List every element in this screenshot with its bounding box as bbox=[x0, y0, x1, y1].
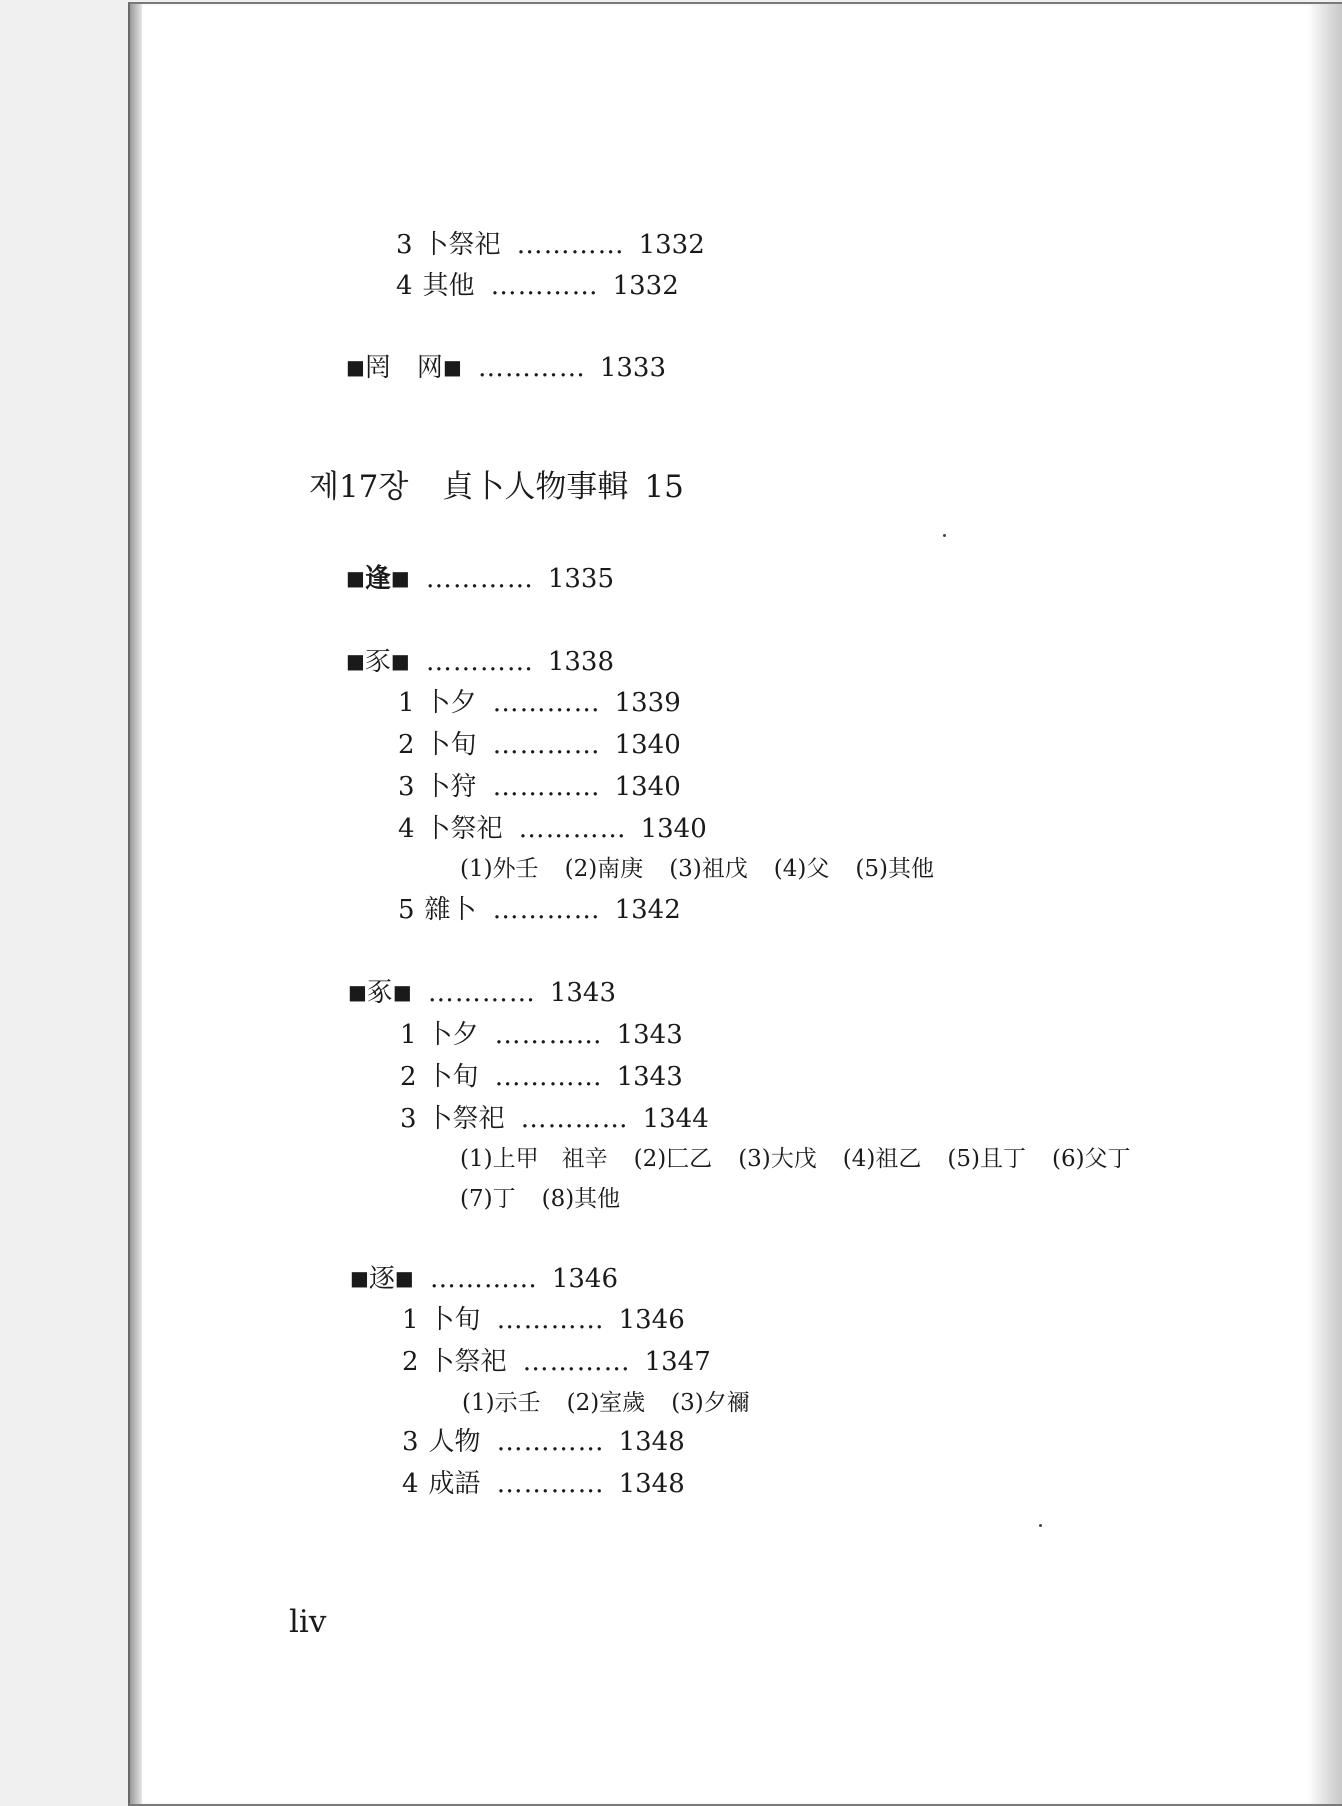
entry-title: 其他 bbox=[422, 271, 475, 301]
subitem[interactable]: (8)其他 bbox=[541, 1186, 621, 1212]
toc-entry[interactable] bbox=[398, 812, 707, 846]
page-number: liv bbox=[289, 1604, 327, 1640]
entry-page: 1347 bbox=[644, 1347, 711, 1377]
toc-heading[interactable] bbox=[346, 350, 666, 385]
entry-number: 2 bbox=[402, 1347, 419, 1377]
entry-number: 1 bbox=[400, 1020, 417, 1050]
chapter-title: 貞卜人物事輯 bbox=[442, 469, 629, 505]
heading-page: 1335 bbox=[547, 564, 614, 594]
leader-dots: ………… bbox=[492, 895, 601, 925]
entry-page: 1339 bbox=[614, 688, 681, 718]
entry-title: 成語 bbox=[428, 1469, 481, 1499]
subitem[interactable]: (4)父 bbox=[773, 856, 830, 882]
scan-speck bbox=[1039, 1524, 1042, 1527]
entry-title: 雜卜 bbox=[424, 895, 477, 925]
entry-number: 1 bbox=[398, 688, 415, 718]
toc-entry[interactable] bbox=[402, 1467, 685, 1501]
leader-dots: ………… bbox=[496, 1469, 605, 1499]
subitem[interactable]: (4)祖乙 bbox=[842, 1146, 922, 1172]
leader-dots: ………… bbox=[425, 564, 534, 594]
subitem[interactable]: (5)且丁 bbox=[947, 1146, 1026, 1172]
entry-page: 1348 bbox=[618, 1469, 685, 1499]
leader-dots: ………… bbox=[492, 730, 601, 760]
heading-name: 网 bbox=[416, 353, 443, 383]
subitem[interactable]: (6)父丁 bbox=[1051, 1146, 1131, 1172]
leader-dots: ………… bbox=[425, 647, 534, 677]
entry-title: 卜狩 bbox=[424, 772, 477, 802]
entry-page: 1348 bbox=[618, 1427, 685, 1457]
heading-page: 1338 bbox=[547, 647, 614, 677]
toc-entry[interactable] bbox=[396, 228, 705, 262]
heading-name: 罔 bbox=[364, 353, 391, 383]
square-bullet-icon: ■ bbox=[390, 566, 410, 590]
entry-title: 卜夕 bbox=[426, 1020, 479, 1050]
heading-name: 豕 bbox=[364, 647, 391, 677]
entry-page: 1340 bbox=[614, 772, 681, 802]
leader-dots: ………… bbox=[492, 772, 601, 802]
subitem[interactable]: (1)外壬 bbox=[460, 856, 539, 882]
square-bullet-icon: ■ bbox=[390, 649, 410, 673]
subitem[interactable]: (1)示壬 bbox=[462, 1390, 541, 1416]
toc-entry[interactable] bbox=[402, 1425, 685, 1459]
entry-page: 1343 bbox=[616, 1062, 683, 1092]
entry-title: 卜夕 bbox=[424, 688, 477, 718]
entry-title: 人物 bbox=[428, 1427, 481, 1457]
heading-name: 逢 bbox=[364, 564, 391, 594]
entry-page: 1340 bbox=[614, 730, 681, 760]
leader-dots: ………… bbox=[427, 978, 536, 1008]
leader-dots: ………… bbox=[496, 1305, 605, 1335]
page-spine-shadow bbox=[130, 4, 142, 1804]
entry-number: 4 bbox=[396, 271, 413, 301]
entry-number: 3 bbox=[400, 1104, 417, 1134]
heading-name: 逐 bbox=[368, 1264, 395, 1294]
toc-entry[interactable] bbox=[400, 1060, 683, 1094]
heading-page: 1346 bbox=[551, 1264, 618, 1294]
square-bullet-icon: ■ bbox=[346, 355, 365, 379]
entry-number: 3 bbox=[396, 230, 413, 260]
toc-heading[interactable] bbox=[350, 1261, 618, 1296]
entry-title: 卜旬 bbox=[424, 730, 477, 760]
square-bullet-icon: ■ bbox=[394, 1266, 414, 1290]
entry-title: 卜旬 bbox=[426, 1062, 479, 1092]
subitem[interactable]: (7)丁 bbox=[460, 1186, 516, 1212]
toc-entry[interactable] bbox=[398, 686, 681, 720]
page-edge-shadow bbox=[1308, 4, 1342, 1804]
toc-entry[interactable] bbox=[402, 1345, 711, 1379]
entry-number: 2 bbox=[400, 1062, 417, 1092]
chapter-page: 15 bbox=[644, 469, 684, 505]
entry-page: 1343 bbox=[616, 1020, 683, 1050]
toc-heading[interactable] bbox=[346, 644, 614, 679]
square-bullet-icon: ■ bbox=[392, 980, 412, 1004]
entry-number: 5 bbox=[398, 895, 415, 925]
square-bullet-icon: ■ bbox=[348, 980, 367, 1004]
toc-entry[interactable] bbox=[398, 770, 681, 804]
leader-dots: ………… bbox=[496, 1427, 605, 1457]
toc-entry[interactable] bbox=[396, 269, 679, 303]
subitem[interactable]: (2)匚乙 bbox=[633, 1146, 713, 1172]
leader-dots: ………… bbox=[518, 814, 627, 844]
entry-title: 卜祭祀 bbox=[422, 230, 501, 260]
entry-number: 1 bbox=[402, 1305, 419, 1335]
square-bullet-icon: ■ bbox=[350, 1266, 369, 1290]
chapter-heading[interactable] bbox=[309, 467, 684, 507]
entry-page: 1332 bbox=[638, 230, 705, 260]
scan-speck bbox=[943, 534, 946, 537]
book-page bbox=[128, 2, 1342, 1806]
leader-dots: ………… bbox=[494, 1062, 603, 1092]
subitem[interactable]: (2)室歲 bbox=[566, 1390, 646, 1416]
leader-dots: ………… bbox=[494, 1020, 603, 1050]
entry-number: 4 bbox=[402, 1469, 419, 1499]
heading-page: 1333 bbox=[599, 353, 667, 383]
subitem[interactable]: (3)祖戊 bbox=[669, 856, 748, 882]
subitem[interactable]: (3)大戊 bbox=[738, 1146, 817, 1172]
leader-dots: ………… bbox=[520, 1104, 629, 1134]
subitem[interactable]: (5)其他 bbox=[855, 856, 934, 882]
toc-entry[interactable] bbox=[402, 1303, 685, 1337]
subitem[interactable]: (2)南庚 bbox=[564, 856, 644, 882]
heading-page: 1343 bbox=[549, 978, 616, 1008]
entry-number: 2 bbox=[398, 730, 415, 760]
heading-name: 豖 bbox=[366, 978, 393, 1008]
entry-page: 1340 bbox=[640, 814, 707, 844]
entry-page: 1346 bbox=[618, 1305, 685, 1335]
entry-number: 3 bbox=[402, 1427, 419, 1457]
toc-entry[interactable] bbox=[400, 1102, 709, 1136]
toc-subitems bbox=[460, 1182, 646, 1216]
entry-title: 卜祭祀 bbox=[426, 1104, 505, 1134]
leader-dots: ………… bbox=[477, 353, 586, 383]
entry-title: 卜祭祀 bbox=[424, 814, 503, 844]
toc-subitems bbox=[460, 852, 960, 886]
square-bullet-icon: ■ bbox=[346, 649, 365, 673]
leader-dots: ………… bbox=[429, 1264, 538, 1294]
toc-heading[interactable] bbox=[348, 975, 616, 1010]
entry-number: 3 bbox=[398, 772, 415, 802]
square-bullet-icon: ■ bbox=[346, 566, 365, 590]
square-bullet-icon: ■ bbox=[442, 355, 462, 379]
leader-dots: ………… bbox=[516, 230, 625, 260]
entry-page: 1332 bbox=[612, 271, 679, 301]
toc-subitems bbox=[462, 1386, 776, 1420]
entry-title: 卜祭祀 bbox=[428, 1347, 507, 1377]
leader-dots: ………… bbox=[490, 271, 599, 301]
toc-heading[interactable] bbox=[346, 561, 614, 596]
leader-dots: ………… bbox=[492, 688, 601, 718]
toc-entry[interactable] bbox=[398, 893, 681, 927]
entry-page: 1344 bbox=[642, 1104, 709, 1134]
subitem[interactable]: (1)上甲 祖辛 bbox=[460, 1146, 608, 1172]
chapter-label: 제17장 bbox=[309, 469, 409, 505]
toc-subitems bbox=[460, 1142, 1157, 1176]
entry-page: 1342 bbox=[614, 895, 681, 925]
toc-entry[interactable] bbox=[400, 1018, 683, 1052]
toc-entry[interactable] bbox=[398, 728, 681, 762]
leader-dots: ………… bbox=[522, 1347, 631, 1377]
entry-title: 卜旬 bbox=[428, 1305, 481, 1335]
subitem[interactable]: (3)夕禰 bbox=[671, 1390, 750, 1416]
entry-number: 4 bbox=[398, 814, 415, 844]
